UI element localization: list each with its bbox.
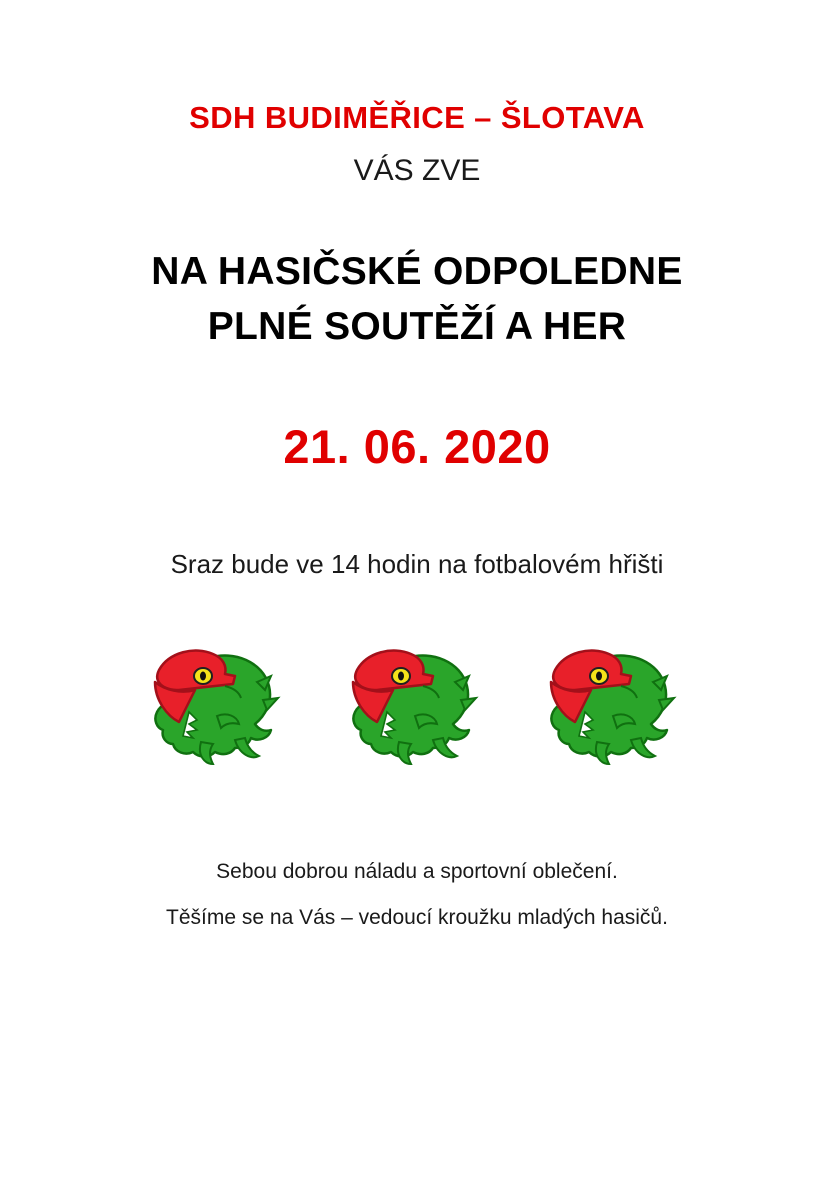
meeting-info: Sraz bude ve 14 hodin na fotbalovém hřišti <box>170 548 664 579</box>
firefighter-dragon-icon <box>337 624 497 774</box>
event-title-line-2: PLNÉ SOUTĚŽÍ A HER <box>207 304 627 348</box>
invitation-text: VÁS ZVE <box>353 153 481 187</box>
event-date: 21. 06. 2020 <box>283 419 551 473</box>
firefighter-dragon-icon <box>139 624 299 774</box>
event-title-block <box>0 250 834 350</box>
footer-block <box>0 860 834 930</box>
firefighter-dragon-icon <box>535 624 695 774</box>
event-title-line-1: NA HASIČSKÉ ODPOLEDNE <box>151 250 683 294</box>
footer-line-2: Těšíme se na Vás – vedoucí kroužku mladých hasičů. <box>166 905 668 929</box>
organizer-title: SDH BUDIMĚŘICE – ŠLOTAVA <box>189 100 645 135</box>
poster-page <box>0 100 834 1180</box>
footer-line-1: Sebou dobrou náladu a sportovní oblečení. <box>216 859 618 883</box>
mascot-row <box>0 624 834 774</box>
